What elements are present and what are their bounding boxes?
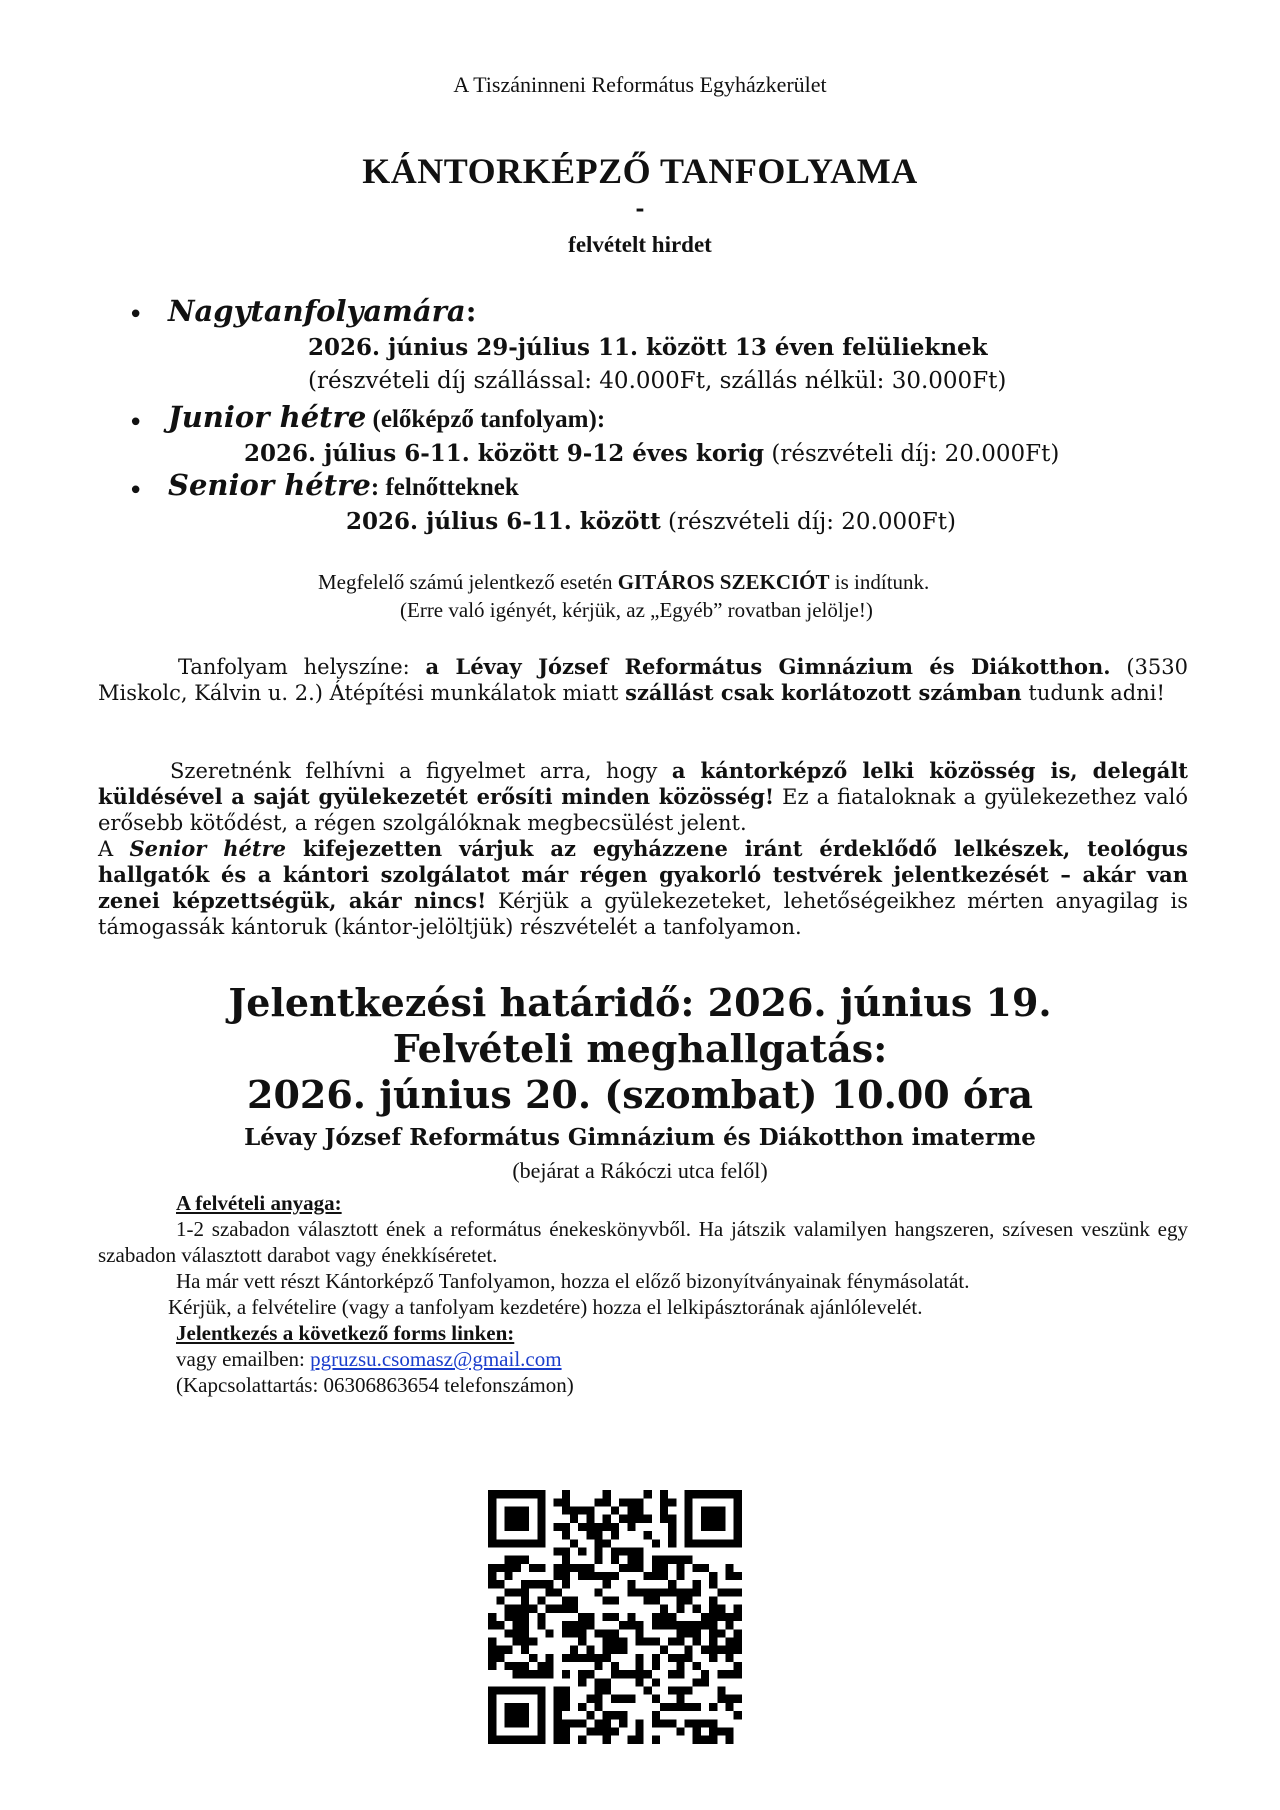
guitar-bold: GITÁROS SZEKCIÓT [617, 570, 830, 594]
location-post: tudunk adni! [1021, 681, 1165, 705]
page-title: KÁNTORKÉPZŐ TANFOLYAMA [362, 151, 918, 191]
audition-material [98, 1190, 1188, 1398]
audition-entrance: (bejárat a Rákóczi utca felől) [512, 1158, 768, 1183]
bullet-icon: • [128, 300, 144, 330]
course-date-line: 2026. június 29-július 11. között 13 éven felülieknek [308, 334, 988, 361]
course-junior-details [244, 440, 1059, 467]
guitar-post: is indítunk. [829, 570, 930, 594]
title-dash: - [635, 196, 645, 222]
audition-heading: A felvételi anyaga: [176, 1191, 342, 1215]
page-subtitle: felvételt hirdet [568, 232, 712, 257]
appeal-p2-bold: kifejezetten várjuk az egyházzene iránt érdeklődő lelkészek, teológus hallgatók és a kántori szolgálatot már régen gyakorló testvérek jelentkezését – akár van zenei képzettségük, akár nincs! [98, 836, 1188, 913]
course-junior-heading [168, 400, 605, 434]
appeal-p1-post: Ez a fiataloknak a gyülekezethez való erősebb kötődést, a régen szolgálóknak megbecsülést jelent. [98, 785, 1188, 835]
deadline-line: Jelentkezési határidő: 2026. június 19. [228, 980, 1052, 1025]
location-venue: a Lévay József Református Gimnázium és Diákotthon. [425, 654, 1111, 679]
email-link[interactable]: pgruzsu.csomasz@gmail.com [310, 1347, 562, 1371]
appeal-p2-post: Kérjük a gyülekezeteket, lehetőségeikhez mérten anyagilag is támogassák kántoruk (kántor-jelöltjük) részvételét a tanfolyamon. [98, 889, 1188, 939]
audition-venue: Lévay József Református Gimnázium és Diákotthon imaterme [244, 1124, 1036, 1151]
course-name: Nagytanfolyamára [168, 294, 466, 328]
apply-heading: Jelentkezés a következő forms linken: [176, 1321, 515, 1345]
appeal-p1 [98, 758, 1188, 836]
course-date-line: 2026. július 6-11. között 9-12 éves korig [244, 440, 765, 467]
course-name: Senior hétre [168, 468, 371, 502]
guitar-pre: Megfelelő számú jelentkező esetén [318, 570, 618, 594]
course-name-suffix: : [465, 294, 477, 328]
qr-code-icon[interactable] [480, 1482, 750, 1752]
bullet-icon: • [128, 408, 144, 438]
course-date-line: 2026. július 6-11. között [346, 508, 661, 535]
course-senior-heading [168, 468, 519, 502]
audition-line: Felvételi meghallgatás: [392, 1026, 888, 1071]
apply-contact: (Kapcsolattartás: 06306863654 telefonszámon) [176, 1373, 574, 1397]
apply-email-pre: vagy emailben: [176, 1347, 311, 1371]
course-nagytanfolyam-heading [168, 294, 476, 328]
audition-p3: Kérjük, a felvételire (vagy a tanfolyam kezdetére) hozza el lelkipásztorának ajánlólevelét. [168, 1295, 923, 1319]
location-address: (3530 Miskolc, Kálvin u. 2.) Átépítési munkálatok miatt [98, 655, 1188, 705]
audition-p1: 1-2 szabadon választott ének a református énekeskönyvből. Ha játszik valamilyen hangszeren, szívesen veszünk egy szabadon választott darabot vagy énekkíséretet. [98, 1217, 1188, 1267]
guitar-note: (Erre való igényét, kérjük, az „Egyéb” rovatban jelölje!) [400, 598, 873, 622]
appeal-p1-bold: a kántorképző lelki közösség is, delegált küldésével a saját gyülekezetét erősíti minden közösség! [98, 758, 1189, 809]
course-senior-details [346, 508, 956, 535]
appeal-p2-a: A [98, 837, 130, 861]
audition-date-line: 2026. június 20. (szombat) 10.00 óra [247, 1072, 1033, 1117]
audition-p2: Ha már vett részt Kántorképző Tanfolyamon, hozza el előző bizonyítványainak fénymásolatát. [176, 1269, 970, 1293]
appeal-p2-italic: Senior hétre [129, 836, 287, 861]
bullet-icon: • [128, 476, 144, 506]
appeal-p1-pre: Szeretnénk felhívni a figyelmet arra, hogy [170, 759, 672, 783]
course-fee-line: (részvételi díj: 20.000Ft) [764, 441, 1060, 467]
organization-name: A Tiszáninneni Református Egyházkerület [453, 72, 827, 97]
location-paragraph [98, 654, 1188, 706]
course-name-suffix: (előképző tanfolyam): [366, 406, 606, 433]
course-fee-line: (részvételi díj: 20.000Ft) [660, 509, 956, 535]
appeal-p2 [98, 836, 1188, 940]
apply-email-line [98, 1346, 1188, 1372]
location-pre: Tanfolyam helyszíne: [178, 655, 426, 679]
course-name-suffix: : felnőtteknek [370, 474, 519, 501]
guitar-section-line [318, 570, 929, 595]
course-name: Junior hétre [168, 400, 367, 434]
course-fee-line: (részvételi díj szállással: 40.000Ft, szállás nélkül: 30.000Ft) [308, 368, 1007, 394]
appeal-paragraph [98, 758, 1188, 940]
location-limited: szállást csak korlátozott számban [625, 680, 1022, 705]
